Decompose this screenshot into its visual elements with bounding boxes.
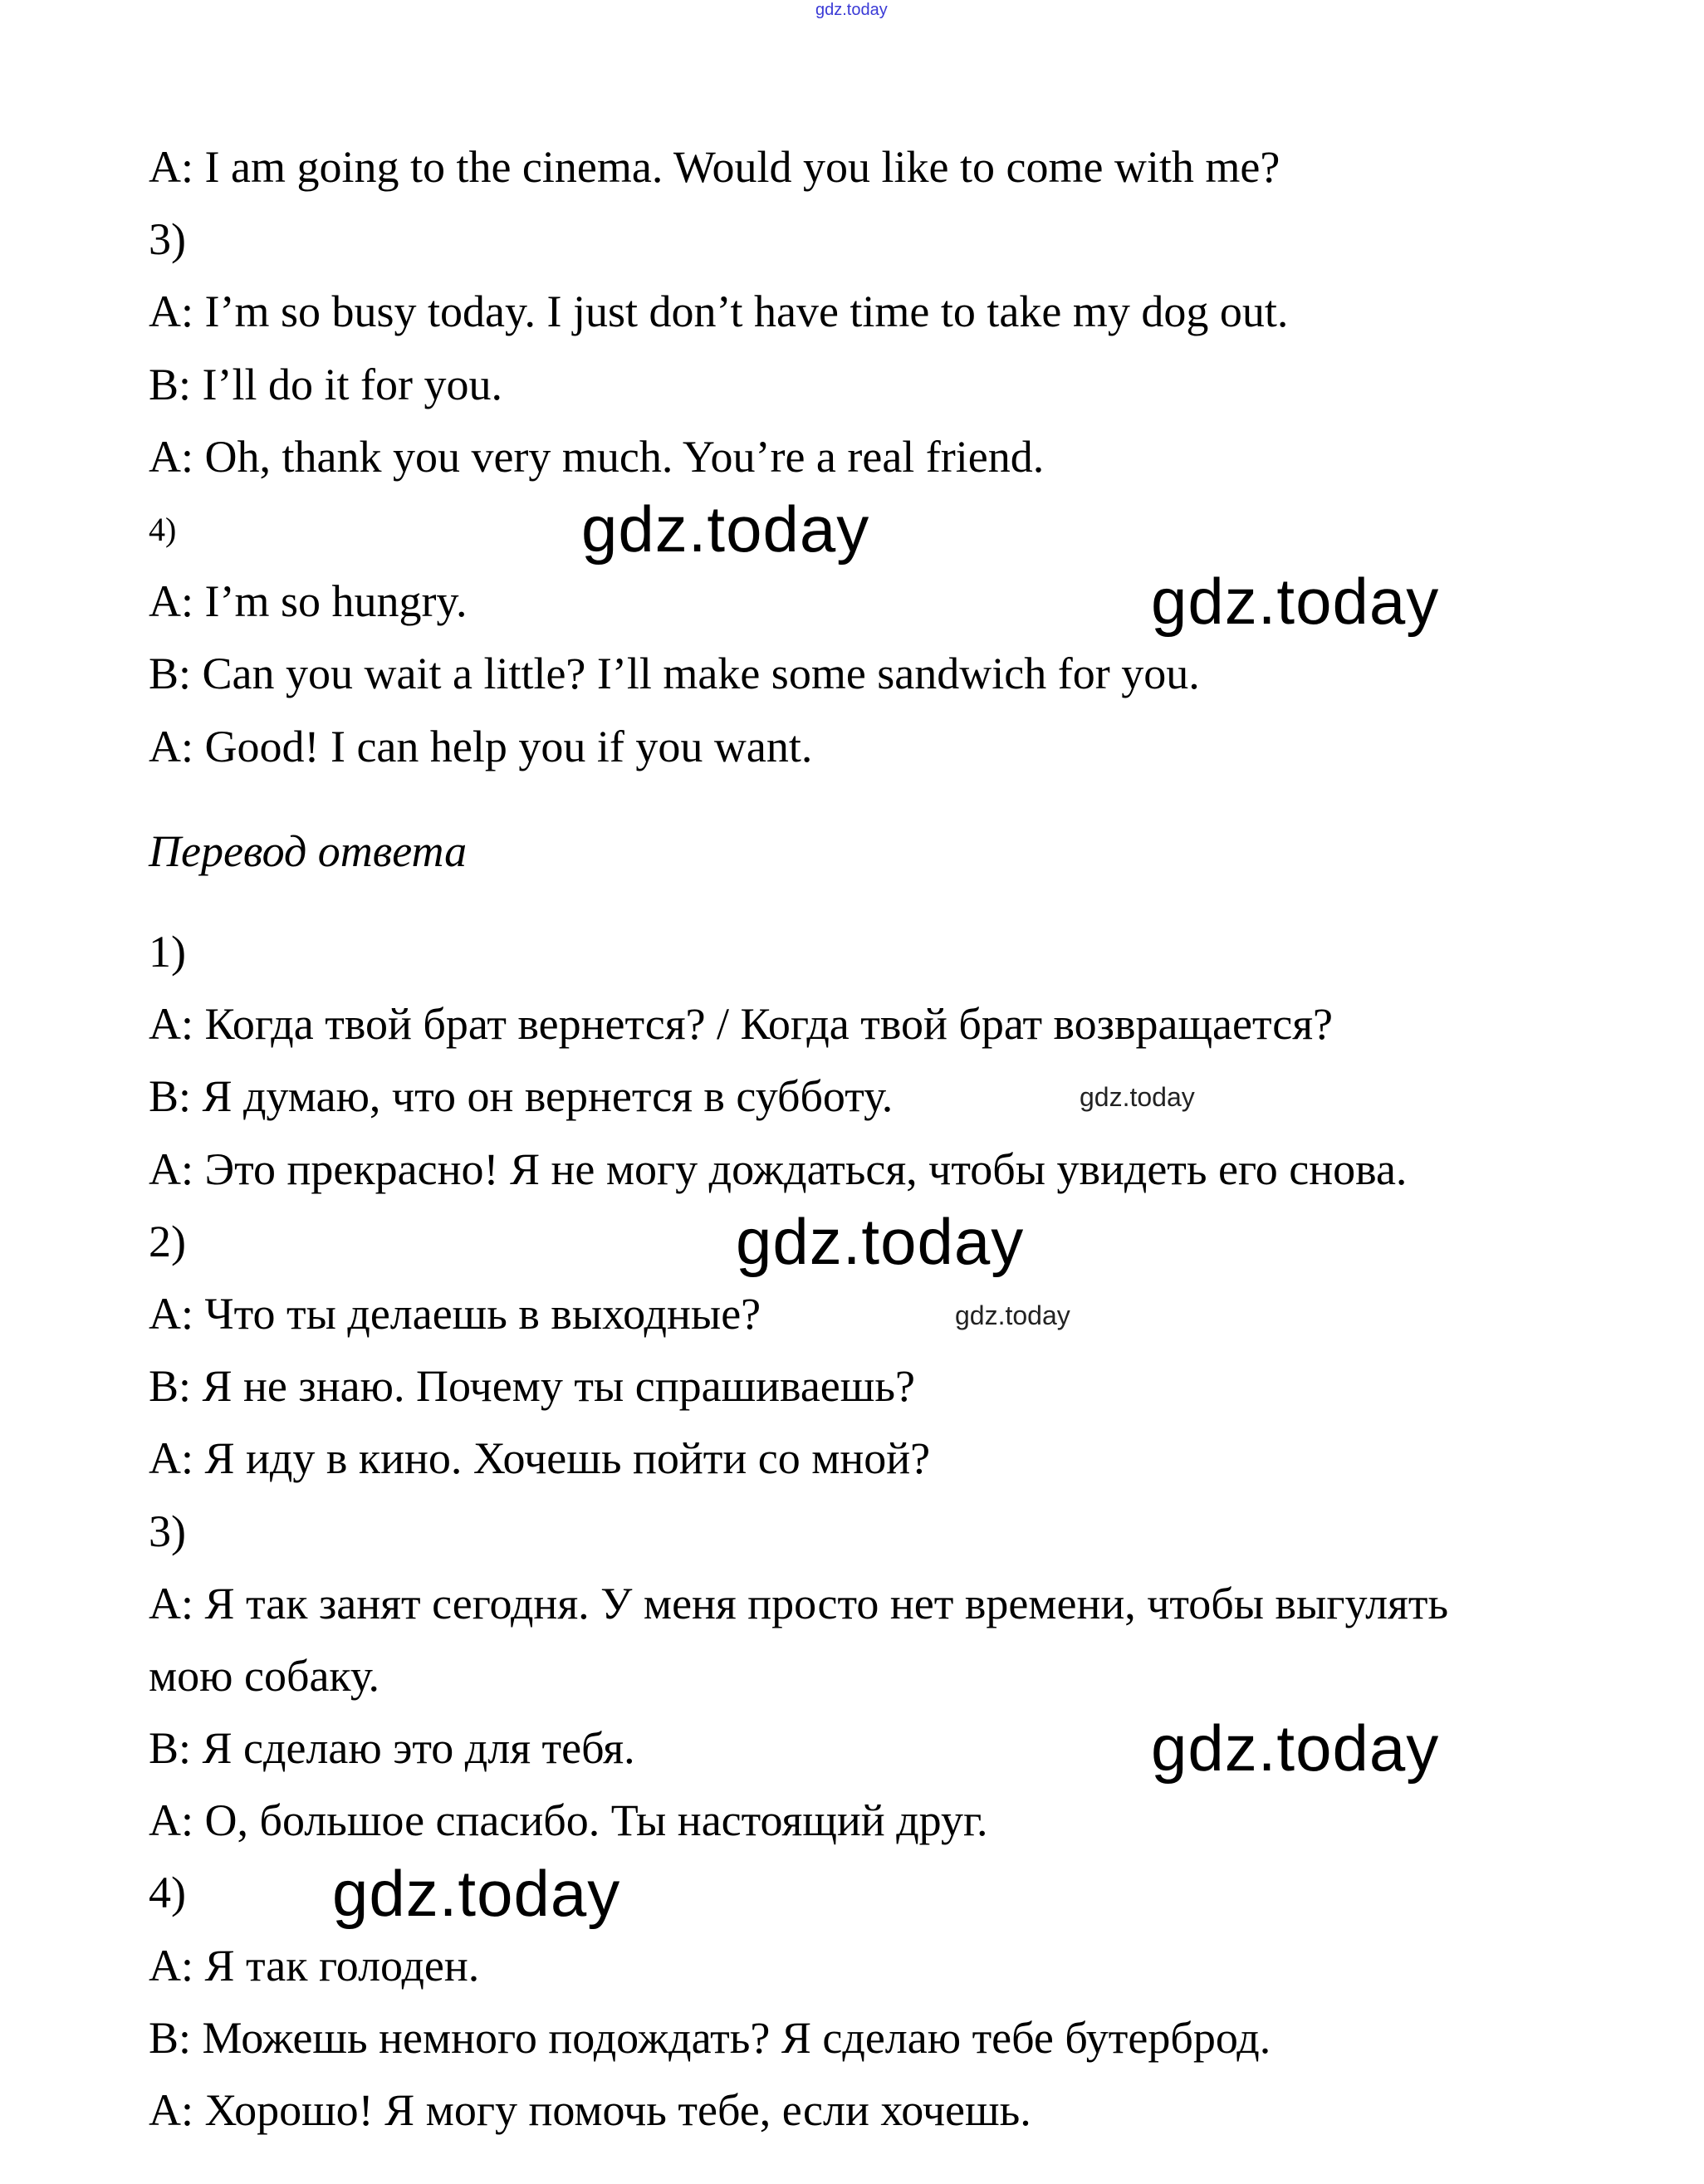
translation-heading: Перевод ответа [149,826,468,876]
dialogue-line: A: Когда твой брат вернется? / Когда твой брат возвращается? [149,999,1334,1050]
dialogue-number: 4) [149,1868,186,1918]
watermark: gdz.today [1151,565,1440,638]
dialogue-line: A: I’m so hungry. [149,576,468,627]
russian-dialogue [149,916,1448,2147]
dialogue-line: B: Я сделаю это для тебя. [149,1723,635,1774]
dialogue-line: A: Что ты делаешь в выходные? [149,1288,761,1339]
dialogue-number: 3) [149,214,186,265]
dialogue-line: B: Можешь немного подождать? Я сделаю тебе бутерброд. [149,2012,1271,2063]
dialogue-number: 1) [149,927,186,977]
dialogue-line: A: Oh, thank you very much. You’re a real friend. [149,431,1045,482]
dialogue-line: A: Я так занят сегодня. У меня просто нет времени, чтобы выгулять [149,1578,1449,1628]
dialogue-number: 3) [149,1506,186,1556]
watermark: gdz.today [581,492,870,566]
dialogue-line: A: О, большое спасибо. Ты настоящий друг. [149,1795,988,1846]
dialogue-line: B: Can you wait a little? I’ll make some sandwich for you. [149,649,1200,699]
dialogue-line: A: Я иду в кино. Хочешь пойти со мной? [149,1433,931,1484]
watermark-top: gdz.today [815,1,888,19]
dialogue-line: A: Это прекрасно! Я не могу дождаться, чтобы увидеть его снова. [149,1143,1408,1194]
dialogue-line: A: I am going to the cinema. Would you like to come with me? [149,142,1280,192]
watermark: gdz.today [736,1205,1025,1278]
dialogue-number: 2) [149,1216,186,1266]
dialogue-number: 4) [149,510,177,548]
dialogue-line: мою собаку. [149,1650,379,1701]
dialogue-line: B: Я думаю, что он вернется в субботу. [149,1071,894,1122]
dialogue-line: A: Я так голоден. [149,1940,480,1991]
dialogue-line: A: Хорошо! Я могу помочь тебе, если хочешь. [149,2085,1031,2135]
watermark: gdz.today [955,1300,1070,1330]
watermark: gdz.today [1151,1711,1440,1785]
dialogue-line: A: I’m so busy today. I just don’t have time to take my dog out. [149,286,1289,337]
dialogue-line: B: I’ll do it for you. [149,359,502,409]
english-dialogue [149,131,1288,783]
dialogue-line: A: Good! I can help you if you want. [149,721,813,771]
watermark: gdz.today [1080,1082,1195,1112]
dialogue-line: B: Я не знаю. Почему ты спрашиваешь? [149,1361,915,1412]
watermark: gdz.today [332,1857,621,1930]
